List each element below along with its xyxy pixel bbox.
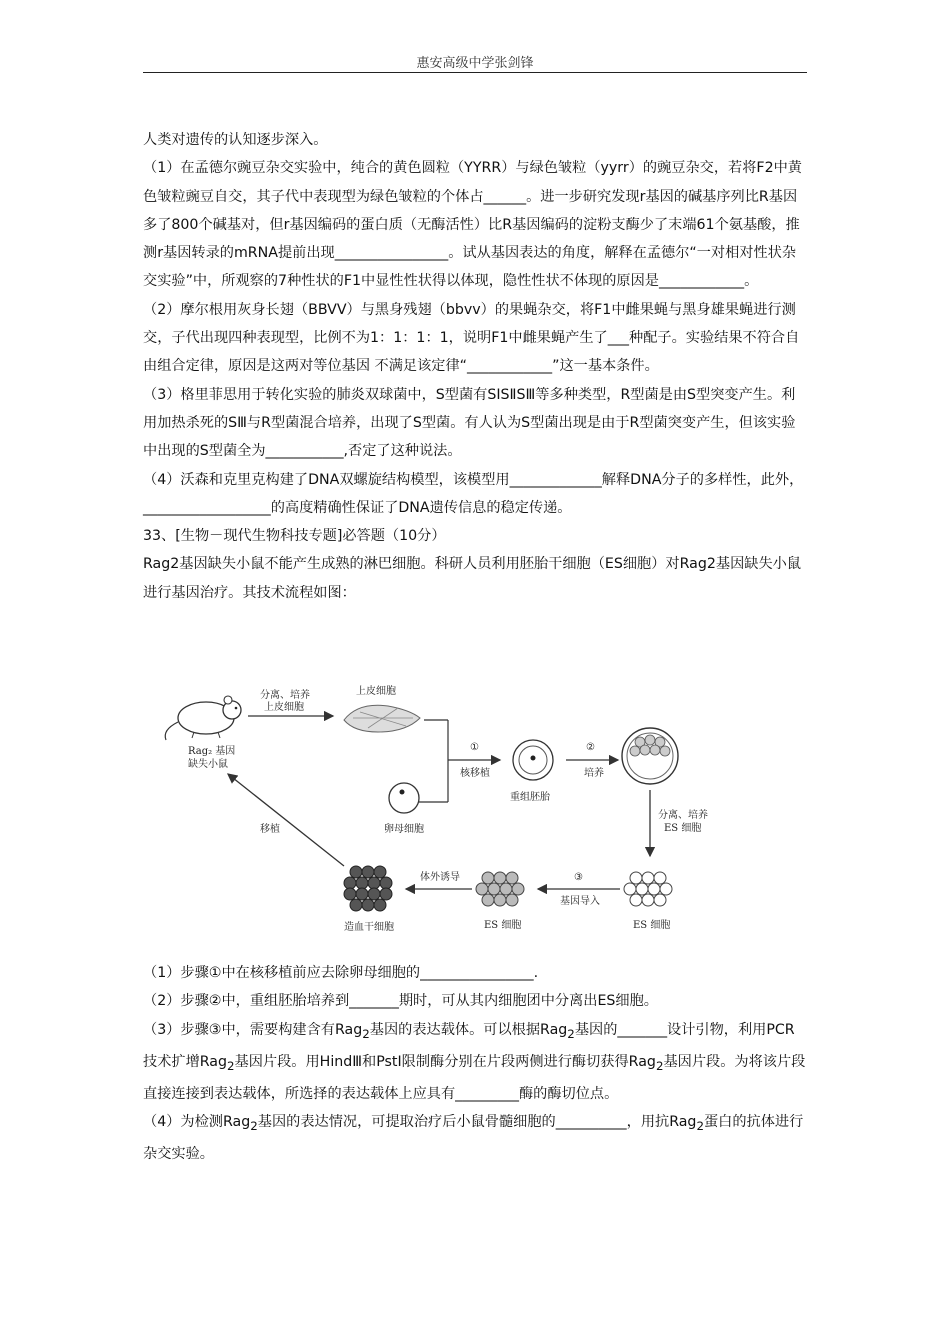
q32-intro: 人类对遗传的认知逐步深入。 — [143, 132, 328, 148]
es-cell-middle-label: ES 细胞 — [484, 920, 522, 931]
step3-label: ③ — [574, 872, 583, 883]
mouse-label-2: 缺失小鼠 — [188, 759, 228, 770]
mouse-icon — [165, 696, 241, 740]
q33-intro: Rag2基因缺失小鼠不能产生成熟的淋巴细胞。科研人员利用胚胎干细胞（ES细胞）对Rag2基因缺失小鼠进行基因治疗。其技术流程如图： — [143, 556, 802, 601]
es-cells-middle-icon — [476, 872, 524, 906]
technique-flow-diagram — [148, 680, 808, 942]
q32-part3: （3）格里菲思用于转化实验的肺炎双球菌中，S型菌有SⅠSⅡSⅢ等多种类型，R型菌是由S型突变产生。利用加热杀死的SⅢ与R型菌混合培养，出现了S型菌。有人认为S型菌出现是由于R型菌突变产生，但该实验中出现的S型菌全为___________,否定了这种说法。 — [143, 386, 796, 460]
question-33-parts — [143, 959, 807, 1169]
nuclear-transfer-label: 核移植 — [460, 768, 490, 779]
blastocyst-icon — [622, 728, 678, 784]
question-32 — [143, 126, 807, 607]
mouse-label-1: Rag₂ 基因 — [188, 746, 236, 757]
hsc-label: 造血干细胞 — [344, 922, 394, 933]
oocyte-label: 卵母细胞 — [384, 824, 424, 835]
es-cell-right-label: ES 细胞 — [633, 920, 671, 931]
q33-part1: （1）步骤①中在核移植前应去除卵母细胞的________________. — [143, 965, 539, 981]
page-header: 惠安高级中学张剑锋 — [416, 56, 534, 71]
q32-part1: （1）在孟德尔豌豆杂交实验中，纯合的黄色圆粒（YYRR）与绿色皱粒（yyrr）的豌豆杂交，若将F2中黄色皱粒豌豆自交，其子代中表现型为绿色皱粒的个体占______。进一步研究发现r基因的碱基序列比R基因多了800个碱基对，但r基因编码的蛋白质（无酶活性）比R基因编码的淀粉支酶少了末端61个氨基酸，推测r基因转录的mRNA提前出现________________。试从基因表达的角度，解释在孟德尔“一对相对性状杂交实验”中，所观察的7种性状的F1中显性性状得以体现，隐性性状不体现的原因是____________。 — [143, 160, 802, 290]
in-vitro-label: 体外诱导 — [420, 872, 460, 883]
recombinant-embryo-label: 重组胚胎 — [510, 792, 550, 803]
q32-part4: （4）沃森和克里克构建了DNA双螺旋结构模型，该模型用_____________解释DNA分子的多样性，此外，__________________的高度精确性保证了DNA遗传信息的稳定传递。 — [143, 471, 804, 516]
step1-label: ① — [470, 742, 479, 753]
arrow1-label-1: 分离、培养 — [260, 690, 310, 701]
q33-part4: （4）为检测Rag$_2$基因的表达情况，可提取治疗后小鼠骨髓细胞的__________，用抗Rag$_2$蛋白的抗体进行杂交实验。 — [143, 1114, 804, 1163]
transplant-label: 移植 — [260, 824, 280, 835]
q32-part2: （2）摩尔根用灰身长翅（BBVV）与黑身残翅（bbvv）的果蝇杂交，将F1中雌果蝇与黑身雄果蝇进行测交，子代出现四种表现型，比例不为1：1：1：1，说明F1中雌果蝇产生了___种配子。实验结果不符合自由组合定律，原因是这两对等位基因 不满足该定律“____________”这一基本条件。 — [143, 301, 800, 375]
step2-label: ② — [586, 742, 595, 753]
oocyte-icon — [389, 783, 419, 813]
arrow1-label-2: 上皮细胞 — [264, 702, 304, 713]
epithelial-cells-icon — [344, 705, 420, 732]
arrow-down-label-1: 分离、培养 — [658, 810, 708, 821]
q33-part2: （2）步骤②中，重组胚胎培养到_______期时，可从其内细胞团中分离出ES细胞。 — [143, 993, 658, 1010]
gene-intro-label: 基因导入 — [560, 896, 600, 907]
epithelial-label: 上皮细胞 — [356, 686, 396, 697]
q33-title: 33、[生物－现代生物科技专题]必答题（10分） — [143, 528, 446, 545]
es-cells-right-icon — [624, 872, 672, 906]
culture-label: 培养 — [584, 768, 604, 779]
hsc-icon — [344, 866, 392, 911]
q33-part3: （3）步骤③中，需要构建含有Rag$_2$基因的表达载体。可以根据Rag$_2$基因的_______设计引物，利用PCR技术扩增Rag$_2$基因片段。用HindⅢ和PstⅠ限制酶分别在片段两侧进行酶切获得Rag$_2$基因片段。为将该片段直接连接到表达载体，所选择的表达载体上应具有_________酶的酶切位点。 — [143, 1021, 806, 1102]
header-rule — [143, 72, 807, 73]
arrow-down-label-2: ES 细胞 — [664, 823, 702, 834]
